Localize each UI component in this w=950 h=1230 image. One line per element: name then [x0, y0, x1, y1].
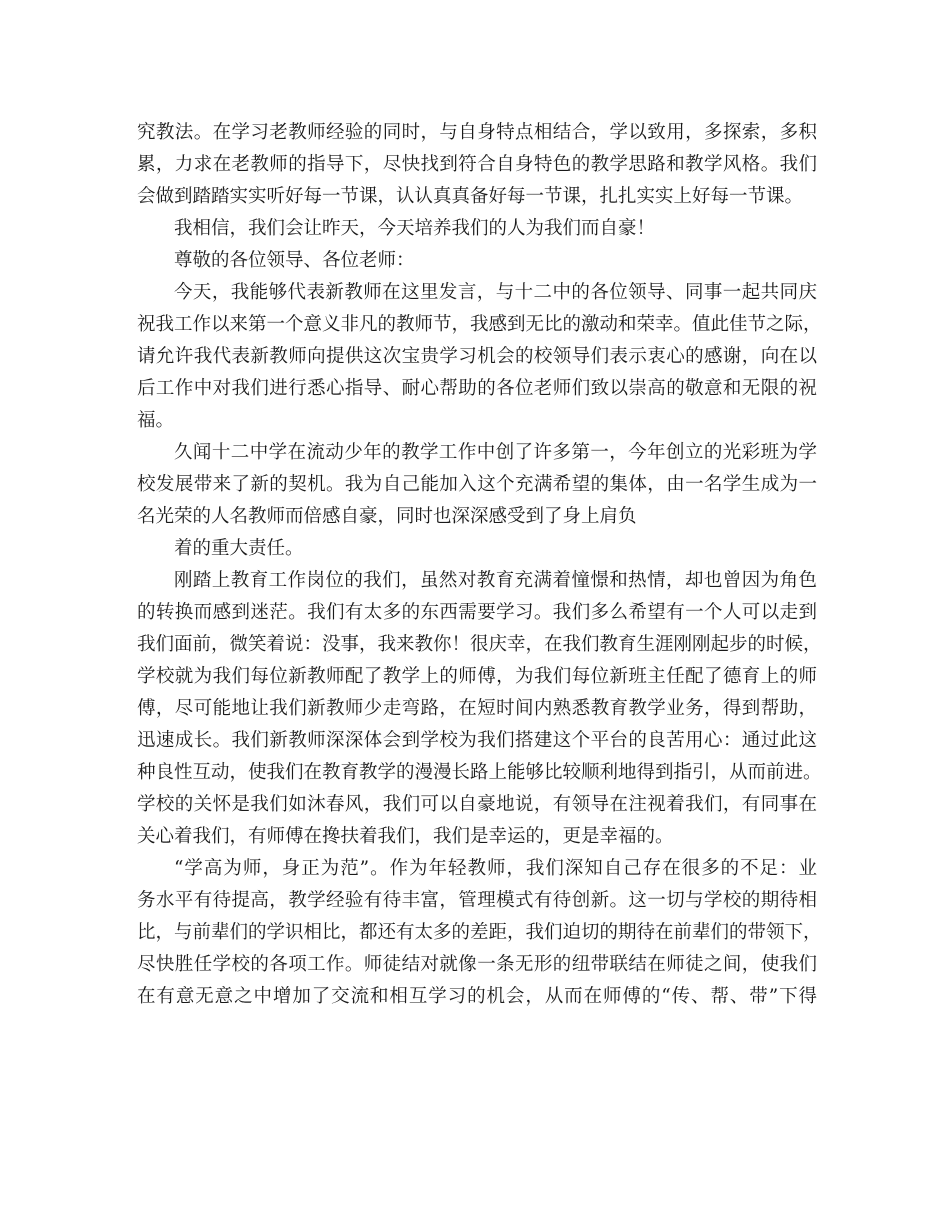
- text-line: 迅速成长。我们新教师深深体会到学校为我们搭建这个平台的良苦用心：通过此这: [137, 730, 817, 751]
- text-line: 校发展带来了新的契机。我为自己能加入这个充满希望的集体，由一名学生成为一: [137, 474, 817, 495]
- document-body: [137, 117, 822, 1013]
- salutation: 尊敬的各位领导、各位老师：: [174, 250, 415, 271]
- text-line: 名光荣的人名教师而倍感自豪，同时也深深感受到了身上肩负: [137, 506, 637, 527]
- text-line: 我们面前，微笑着说：没事，我来教你！很庆幸，在我们教育生涯刚刚起步的时候，: [137, 634, 822, 655]
- text-line: 请允许我代表新教师向提供这次宝贵学习机会的校领导们表示衷心的感谢，向在以: [137, 346, 817, 367]
- paragraph-first-line: 今天，我能够代表新教师在这里发言，与十二中的各位领导、同事一起共同庆: [174, 282, 817, 303]
- text-line: 在有意无意之中增加了交流和相互学习的机会，从而在师傅的“传、帮、带”下得: [137, 986, 817, 1007]
- paragraph-first-line: 刚踏上教育工作岗位的我们，虽然对教育充满着憧憬和热情，却也曾因为角色: [174, 570, 817, 591]
- text-line: 着的重大责任。: [174, 538, 304, 559]
- text-line: 关心着我们，有师傅在搀扶着我们，我们是幸运的，更是幸福的。: [137, 826, 674, 847]
- text-line: 种良性互动，使我们在教育教学的漫漫长路上能够比较顺利地得到指引，从而前进。: [137, 762, 822, 783]
- paragraph-first-line: “学高为师，身正为范”。作为年轻教师，我们深知自己存在很多的不足：业: [174, 858, 817, 879]
- text-line: 务水平有待提高，教学经验有待丰富，管理模式有待创新。这一切与学校的期待相: [137, 890, 817, 911]
- text-line: 究教法。在学习老教师经验的同时，与自身特点相结合，学以致用，多探索，多积: [137, 122, 817, 143]
- text-line: 后工作中对我们进行悉心指导、耐心帮助的各位老师们致以崇高的敬意和无限的祝: [137, 378, 817, 399]
- text-line: 学校就为我们每位新教师配了教学上的师傅，为我们每位新班主任配了德育上的师: [137, 666, 817, 687]
- text-line: 福。: [137, 410, 175, 431]
- text-line: 尽快胜任学校的各项工作。师徒结对就像一条无形的纽带联结在师徒之间，使我们: [137, 954, 817, 975]
- text-line: 傅，尽可能地让我们新教师少走弯路，在短时间内熟悉教育教学业务，得到帮助，: [137, 698, 817, 719]
- text-line: 比，与前辈们的学识相比，都还有太多的差距，我们迫切的期待在前辈们的带领下，: [137, 922, 822, 943]
- text-line: 学校的关怀是我们如沐春风，我们可以自豪地说，有领导在注视着我们，有同事在: [137, 794, 817, 815]
- paragraph-first-line: 久闻十二中学在流动少年的教学工作中创了许多第一，今年创立的光彩班为学: [174, 442, 817, 463]
- paragraph-first-line: 我相信，我们会让昨天，今天培养我们的人为我们而自豪！: [174, 218, 656, 239]
- text-line: 祝我工作以来第一个意义非凡的教师节，我感到无比的激动和荣幸。值此佳节之际，: [137, 314, 822, 335]
- text-line: 累，力求在老教师的指导下，尽快找到符合自身特色的教学思路和教学风格。我们: [137, 154, 817, 175]
- text-line: 会做到踏踏实实听好每一节课，认认真真备好每一节课，扎扎实实上好每一节课。: [137, 186, 804, 207]
- text-line: 的转换而感到迷茫。我们有太多的东西需要学习。我们多么希望有一个人可以走到: [137, 602, 817, 623]
